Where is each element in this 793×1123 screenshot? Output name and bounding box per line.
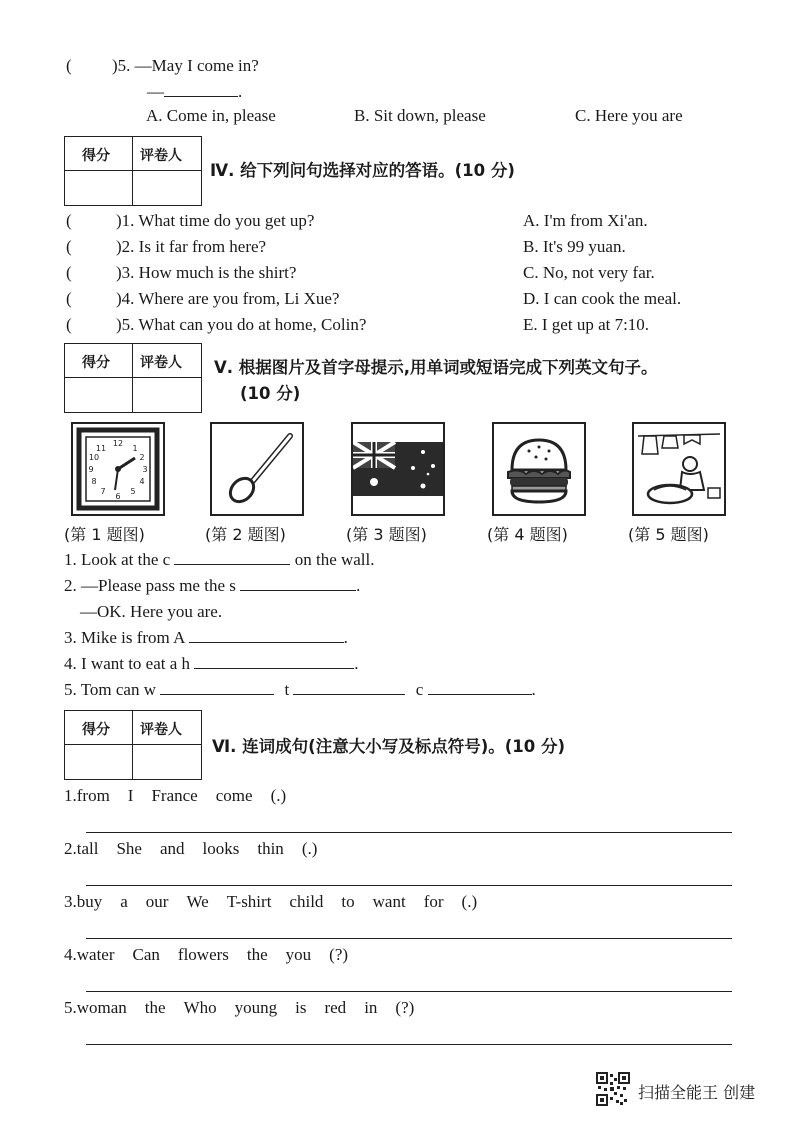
score-label: 得分 bbox=[82, 355, 110, 371]
s6-row-3: 3.buy a our We T-shirt child to want for (.) bbox=[64, 892, 478, 911]
s4-answer-b: B. It's 99 yuan. bbox=[523, 237, 626, 256]
s4-answer-d: D. I can cook the meal. bbox=[523, 289, 682, 308]
option-c: C. Here you are bbox=[575, 106, 683, 125]
fill-blank[interactable] bbox=[160, 680, 274, 695]
svg-text:1: 1 bbox=[132, 444, 138, 453]
svg-text:5: 5 bbox=[130, 487, 136, 496]
s5-item-3: 3. Mike is from A . bbox=[64, 628, 348, 647]
question-5-text: )5. —May I come in? bbox=[112, 56, 259, 75]
s6-row-2: 2.tall She and looks thin (.) bbox=[64, 839, 318, 858]
hamburger-icon bbox=[492, 422, 586, 516]
svg-text:4: 4 bbox=[139, 477, 145, 486]
s6-row-4: 4.water Can flowers the you (?) bbox=[64, 945, 349, 964]
svg-text:11: 11 bbox=[95, 444, 107, 453]
answer-paren[interactable]: ( bbox=[66, 211, 72, 230]
svg-text:7: 7 bbox=[100, 487, 106, 496]
fill-blank[interactable] bbox=[293, 680, 405, 695]
fill-blank[interactable] bbox=[194, 654, 354, 669]
scanner-watermark: 扫描全能王 创建 bbox=[638, 1083, 756, 1102]
caption-2: (第 2 题图) bbox=[205, 525, 286, 544]
reply-blank[interactable]: — . bbox=[147, 82, 243, 101]
s4-question-5: )5. What can you do at home, Colin? bbox=[116, 315, 367, 334]
fill-blank[interactable] bbox=[428, 680, 532, 695]
qr-code-icon bbox=[596, 1072, 630, 1106]
score-box bbox=[64, 343, 202, 413]
fill-blank[interactable] bbox=[189, 628, 344, 643]
s4-question-2: )2. Is it far from here? bbox=[116, 237, 267, 256]
svg-text:9: 9 bbox=[88, 465, 94, 474]
s6-row-5: 5.woman the Who young is red in (?) bbox=[64, 998, 415, 1017]
svg-text:3: 3 bbox=[142, 465, 148, 474]
clock-icon bbox=[71, 422, 165, 516]
washing-clothes-icon bbox=[632, 422, 726, 516]
fill-blank[interactable] bbox=[240, 576, 356, 591]
caption-3: (第 3 题图) bbox=[346, 525, 427, 544]
score-label: 得分 bbox=[82, 148, 110, 164]
s6-row-1: 1.from I France come (.) bbox=[64, 786, 287, 805]
s5-item-5: 5. Tom can w t c . bbox=[64, 680, 536, 699]
caption-4: (第 4 题图) bbox=[487, 525, 568, 544]
svg-text:8: 8 bbox=[91, 477, 97, 486]
score-box bbox=[64, 136, 202, 206]
s4-question-3: )3. How much is the shirt? bbox=[116, 263, 297, 282]
s5-item-2-reply: —OK. Here you are. bbox=[80, 602, 223, 621]
answer-line[interactable] bbox=[86, 1044, 732, 1045]
answer-paren[interactable]: ( bbox=[66, 237, 72, 256]
section-6-title: Ⅵ. 连词成句(注意大小写及标点符号)。(10 分) bbox=[212, 737, 566, 756]
fill-blank[interactable] bbox=[174, 550, 290, 565]
section-5-title: Ⅴ. 根据图片及首字母提示,用单词或短语完成下列英文句子。 bbox=[214, 358, 658, 377]
grader-label: 评卷人 bbox=[140, 148, 182, 164]
score-box bbox=[64, 710, 202, 780]
caption-5: (第 5 题图) bbox=[628, 525, 709, 544]
s5-item-1: 1. Look at the c on the wall. bbox=[64, 550, 375, 569]
option-a: A. Come in, please bbox=[146, 106, 276, 125]
s4-question-1: )1. What time do you get up? bbox=[116, 211, 315, 230]
section-5-points: (10 分) bbox=[240, 384, 301, 403]
grader-label: 评卷人 bbox=[140, 355, 182, 371]
spoon-icon bbox=[210, 422, 304, 516]
s4-answer-c: C. No, not very far. bbox=[523, 263, 655, 282]
answer-paren[interactable]: ( bbox=[66, 263, 72, 282]
s5-item-2: 2. —Please pass me the s . bbox=[64, 576, 361, 595]
option-b: B. Sit down, please bbox=[354, 106, 486, 125]
answer-paren[interactable]: ( bbox=[66, 315, 72, 334]
australia-flag-icon bbox=[351, 422, 445, 516]
svg-text:6: 6 bbox=[115, 492, 121, 501]
answer-paren[interactable]: ( bbox=[66, 289, 72, 308]
answer-line[interactable] bbox=[86, 991, 732, 992]
caption-1: (第 1 题图) bbox=[64, 525, 145, 544]
svg-text:12: 12 bbox=[112, 439, 124, 448]
s5-item-4: 4. I want to eat a h . bbox=[64, 654, 359, 673]
answer-line[interactable] bbox=[86, 938, 732, 939]
s4-answer-e: E. I get up at 7:10. bbox=[523, 315, 650, 334]
answer-line[interactable] bbox=[86, 832, 732, 833]
score-label: 得分 bbox=[82, 722, 110, 738]
svg-text:10: 10 bbox=[88, 453, 100, 462]
s4-answer-a: A. I'm from Xi'an. bbox=[523, 211, 648, 230]
answer-paren: ( bbox=[66, 56, 72, 75]
grader-label: 评卷人 bbox=[140, 722, 182, 738]
svg-text:2: 2 bbox=[139, 453, 145, 462]
section-4-title: Ⅳ. 给下列问句选择对应的答语。(10 分) bbox=[210, 161, 515, 180]
s4-question-4: )4. Where are you from, Li Xue? bbox=[116, 289, 340, 308]
answer-line[interactable] bbox=[86, 885, 732, 886]
